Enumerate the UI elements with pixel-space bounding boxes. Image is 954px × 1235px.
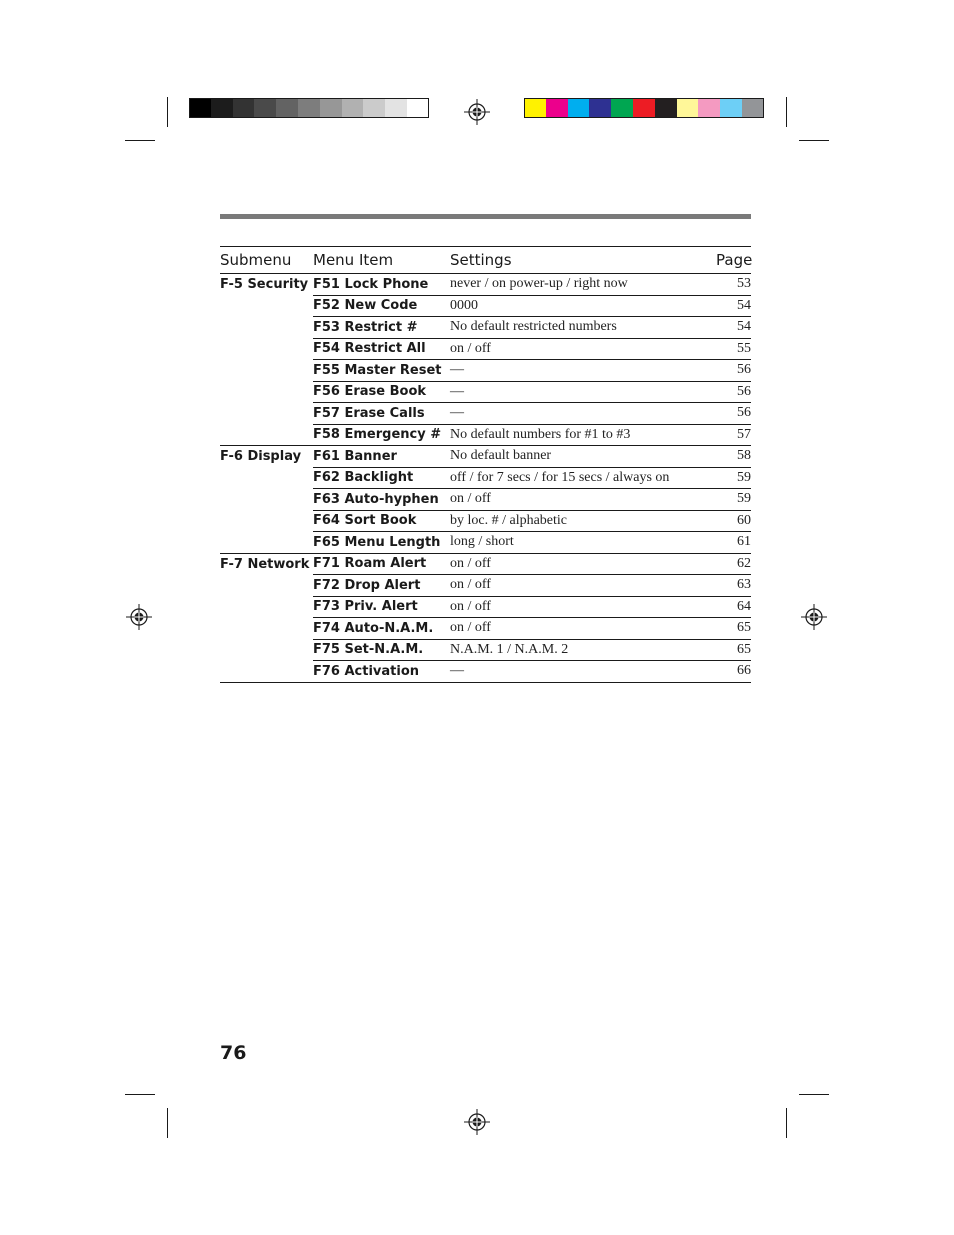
- page-cell: 56: [716, 403, 751, 425]
- table-row: [220, 360, 751, 382]
- table-row: [220, 295, 751, 317]
- page-cell: 54: [716, 295, 751, 317]
- submenu-cell: [220, 532, 313, 554]
- page-number: 76: [220, 1042, 247, 1064]
- menu-item-cell: F65 Menu Length: [313, 532, 450, 554]
- menu-item-cell: F51 Lock Phone: [313, 274, 450, 296]
- table-row: [220, 467, 751, 489]
- table-row: [220, 618, 751, 640]
- crop-mark: [799, 140, 829, 141]
- menu-item-cell: F64 Sort Book: [313, 510, 450, 532]
- table-row: [220, 553, 751, 575]
- menu-item-cell: F75 Set-N.A.M.: [313, 639, 450, 661]
- table-body: [220, 274, 751, 683]
- page-cell: 66: [716, 661, 751, 683]
- menu-item-cell: F63 Auto-hyphen: [313, 489, 450, 511]
- submenu-cell: [220, 403, 313, 425]
- settings-cell: —: [450, 403, 716, 425]
- submenu-cell: F-7 Network: [220, 556, 310, 572]
- submenu-cell: [220, 338, 313, 360]
- menu-item-cell: F72 Drop Alert: [313, 575, 450, 597]
- settings-cell: No default banner: [450, 446, 716, 468]
- settings-cell: by loc. # / alphabetic: [450, 510, 716, 532]
- table-row: [220, 381, 751, 403]
- menu-item-cell: F62 Backlight: [313, 467, 450, 489]
- registration-mark-icon: [126, 604, 152, 630]
- settings-cell: on / off: [450, 618, 716, 640]
- table-row: [220, 510, 751, 532]
- header-submenu: Submenu: [220, 247, 313, 274]
- crop-mark: [167, 1108, 168, 1138]
- submenu-cell: [220, 639, 313, 661]
- table-row: [220, 532, 751, 554]
- settings-cell: never / on power-up / right now: [450, 274, 716, 296]
- settings-cell: off / for 7 secs / for 15 secs / always on: [450, 467, 716, 489]
- menu-item-cell: F55 Master Reset: [313, 360, 450, 382]
- menu-item-cell: F61 Banner: [313, 446, 450, 468]
- page-cell: 61: [716, 532, 751, 554]
- table-row: [220, 317, 751, 339]
- crop-mark: [125, 140, 155, 141]
- submenu-cell: [220, 467, 313, 489]
- menu-item-cell: F53 Restrict #: [313, 317, 450, 339]
- crop-mark: [786, 1108, 787, 1138]
- header-page: Page: [716, 247, 751, 274]
- settings-cell: —: [450, 381, 716, 403]
- settings-cell: on / off: [450, 575, 716, 597]
- settings-cell: —: [450, 360, 716, 382]
- submenu-cell: [220, 424, 313, 446]
- page-cell: 53: [716, 274, 751, 296]
- page-cell: 55: [716, 338, 751, 360]
- color-bar-outline: [524, 98, 764, 118]
- registration-mark-icon: [801, 604, 827, 630]
- crop-mark: [799, 1094, 829, 1095]
- page-cell: 57: [716, 424, 751, 446]
- menu-item-cell: F71 Roam Alert: [313, 553, 450, 575]
- color-bar-outline: [189, 98, 429, 118]
- menu-item-cell: F57 Erase Calls: [313, 403, 450, 425]
- menu-item-cell: F52 New Code: [313, 295, 450, 317]
- settings-cell: No default restricted numbers: [450, 317, 716, 339]
- page-cell: 65: [716, 639, 751, 661]
- submenu-cell: [220, 596, 313, 618]
- page-cell: 63: [716, 575, 751, 597]
- menu-settings-table: [220, 246, 751, 683]
- settings-cell: on / off: [450, 338, 716, 360]
- page-cell: 56: [716, 381, 751, 403]
- registration-mark-icon: [464, 99, 490, 125]
- page-cell: 58: [716, 446, 751, 468]
- submenu-cell: F-6 Display: [220, 449, 302, 464]
- submenu-cell: [220, 510, 313, 532]
- submenu-cell: [220, 661, 313, 683]
- table-row: [220, 403, 751, 425]
- page-cell: 60: [716, 510, 751, 532]
- crop-mark: [125, 1094, 155, 1095]
- menu-item-cell: F74 Auto-N.A.M.: [313, 618, 450, 640]
- settings-cell: on / off: [450, 596, 716, 618]
- page-cell: 59: [716, 467, 751, 489]
- submenu-cell: [220, 295, 313, 317]
- page-cell: 65: [716, 618, 751, 640]
- menu-item-cell: F54 Restrict All: [313, 338, 450, 360]
- table-row: [220, 661, 751, 683]
- submenu-cell: [220, 489, 313, 511]
- settings-cell: No default numbers for #1 to #3: [450, 424, 716, 446]
- page-cell: 62: [716, 553, 751, 575]
- table-header-row: [220, 247, 751, 274]
- crop-mark: [786, 97, 787, 127]
- menu-item-cell: F56 Erase Book: [313, 381, 450, 403]
- menu-item-cell: F58 Emergency #: [313, 424, 450, 446]
- header-settings: Settings: [450, 247, 716, 274]
- menu-item-cell: F76 Activation: [313, 661, 450, 683]
- table-row: [220, 489, 751, 511]
- section-rule: [220, 214, 751, 219]
- header-menu-item: Menu Item: [313, 247, 450, 274]
- settings-cell: N.A.M. 1 / N.A.M. 2: [450, 639, 716, 661]
- table-row: [220, 596, 751, 618]
- page-cell: 56: [716, 360, 751, 382]
- crop-mark: [167, 97, 168, 127]
- settings-cell: on / off: [450, 553, 716, 575]
- submenu-cell: F-5 Security: [220, 277, 309, 292]
- settings-cell: —: [450, 661, 716, 683]
- page-cell: 64: [716, 596, 751, 618]
- table-row: [220, 639, 751, 661]
- submenu-cell: [220, 618, 313, 640]
- page-cell: 54: [716, 317, 751, 339]
- submenu-cell: [220, 381, 313, 403]
- settings-cell: on / off: [450, 489, 716, 511]
- table-row: [220, 575, 751, 597]
- registration-mark-icon: [464, 1109, 490, 1135]
- settings-cell: 0000: [450, 295, 716, 317]
- table-row: [220, 424, 751, 446]
- submenu-cell: [220, 575, 313, 597]
- submenu-cell: [220, 317, 313, 339]
- table-row: [220, 338, 751, 360]
- table-row: [220, 274, 751, 296]
- page-cell: 59: [716, 489, 751, 511]
- menu-item-cell: F73 Priv. Alert: [313, 596, 450, 618]
- submenu-cell: [220, 360, 313, 382]
- settings-cell: long / short: [450, 532, 716, 554]
- table-row: [220, 446, 751, 468]
